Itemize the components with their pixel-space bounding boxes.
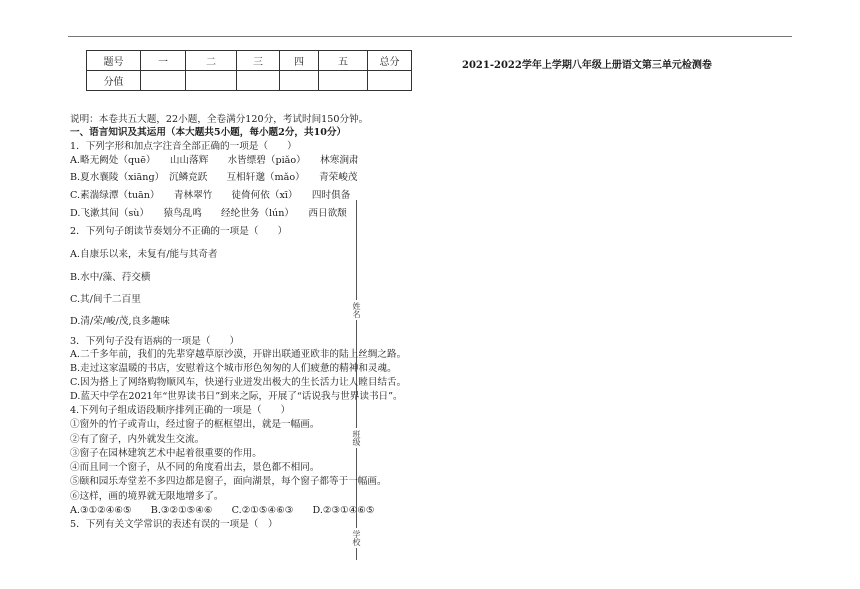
question-3-option-b: B.走过这家温暖的书店，安慰着这个城市形色匆匆的人们疲惫的精神和灵魂。 xyxy=(70,363,397,374)
question-5: 5．下列有关文学常识的表述有误的一项是（ ） xyxy=(70,519,278,530)
question-2-option-c: C.其/间千二百里 xyxy=(70,294,141,305)
score-col-1: 一 xyxy=(141,51,186,71)
score-table-value-row xyxy=(87,71,412,91)
question-1-option-c: C.素湍绿潭（tuān） 青林翠竹 徒倚何依（xī） 四时俱备 xyxy=(70,190,351,201)
question-4-sentence-3: ③窗子在园林建筑艺术中起着很重要的作用。 xyxy=(70,448,262,459)
question-3-option-d: D.蓝天中学在2021年“世界读书日”到来之际，开展了“话说我与世界读书日”。 xyxy=(70,391,403,402)
question-2-option-d: D.清/荣/峻/茂,良多趣味 xyxy=(70,316,170,327)
score-col-5: 五 xyxy=(319,51,368,71)
question-4-sentence-6: ⑥这样，画的境界就无限地增多了。 xyxy=(70,491,224,502)
question-3: 3．下列句子没有语病的一项是（ ） xyxy=(70,336,240,347)
question-4-sentence-4: ④而且同一个窗子，从不同的角度看出去，景色都不相同。 xyxy=(70,462,320,473)
score-table xyxy=(86,50,412,91)
side-label-class: 班级 xyxy=(352,430,361,446)
question-1: 1．下列字形和加点字注音全部正确的一项是（ ） xyxy=(70,141,297,152)
top-rule xyxy=(68,36,792,37)
score-col-3: 三 xyxy=(237,51,280,71)
score-cell[interactable] xyxy=(319,71,368,91)
question-2-option-b: B.水中/藻、荇交横 xyxy=(70,272,151,283)
score-col-4: 四 xyxy=(280,51,319,71)
question-4-sentence-1: ①窗外的竹子或青山，经过窗子的框框望出，就是一幅画。 xyxy=(70,419,320,430)
score-table-header-row xyxy=(87,51,412,71)
question-2: 2．下列句子朗读节奏划分不正确的一项是（ ） xyxy=(70,226,288,237)
question-3-option-c: C.因为搭上了网络购物顺风车，快递行业迸发出极大的生长活力让人瞠目结舌。 xyxy=(70,377,407,388)
question-4-sentence-2: ②有了窗子，内外就发生交流。 xyxy=(70,434,205,445)
score-cell[interactable] xyxy=(141,71,186,91)
score-cell[interactable] xyxy=(368,71,412,91)
exam-title: 2021-2022学年上学期八年级上册语文第三单元检测卷 xyxy=(462,60,712,71)
instructions: 说明：本卷共五大题，22小题，全卷满分120分，考试时间150分钟。 xyxy=(70,114,369,125)
score-header-label: 题号 xyxy=(87,51,141,71)
score-col-2: 二 xyxy=(186,51,237,71)
score-cell[interactable] xyxy=(237,71,280,91)
score-value-label: 分值 xyxy=(87,71,141,91)
question-4-sentence-5: ⑤颐和园乐寿堂差不多四边都是窗子，面向湖景，每个窗子都等于一幅画。 xyxy=(70,476,387,487)
score-cell[interactable] xyxy=(280,71,319,91)
question-4-options: A.③①②④⑥⑤ B.③②①⑤④⑥ C.②①⑤④⑥③ D.②③①④⑥⑤ xyxy=(70,505,375,516)
section-1-title: 一、语言知识及其运用（本大题共5小题，每小题2分，共10分） xyxy=(70,127,347,138)
score-col-total: 总分 xyxy=(368,51,412,71)
question-1-option-d: D.飞漱其间（sù） 猿鸟乱鸣 经纶世务（lún） 西日欲颓 xyxy=(70,208,347,219)
score-cell[interactable] xyxy=(186,71,237,91)
question-1-option-a: A.略无阙处（quē） 山山落辉 水皆缥碧（piǎo） 林寒涧肃 xyxy=(70,155,359,166)
question-4: 4.下列句子组成语段顺序排列正确的一项是（ ） xyxy=(70,405,291,416)
side-label-name: 姓名 xyxy=(352,302,361,318)
question-1-option-b: B.夏水襄陵（xiāng） 沉鳞竞跃 互相轩邈（mǎo） 青荣峻茂 xyxy=(70,172,358,183)
question-2-option-a: A.自康乐以来，未复有/能与其奇者 xyxy=(70,249,218,260)
side-label-school: 学校 xyxy=(352,530,361,546)
question-3-option-a: A.二千多年前，我们的先辈穿越草原沙漠，开辟出联通亚欧非的陆上丝绸之路。 xyxy=(70,349,407,360)
